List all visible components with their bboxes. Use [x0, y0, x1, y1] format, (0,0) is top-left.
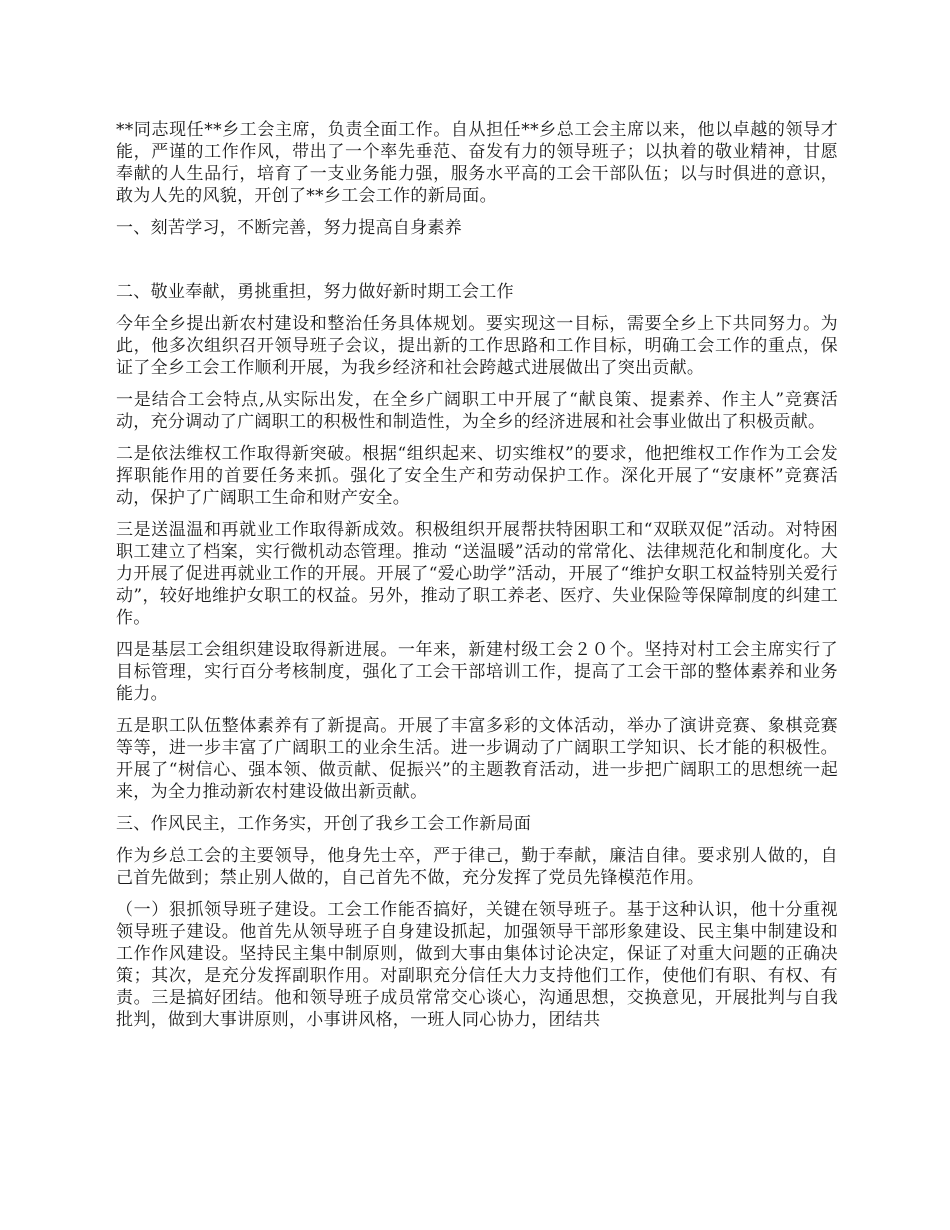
- paragraph-leadership: 作为乡总工会的主要领导，他身先士卒，严于律己，勤于奉献，廉洁自律。要求别人做的，自己首先做到；禁止别人做的，自己首先不做，充分发挥了党员先锋模范作用。: [116, 846, 838, 888]
- section-heading-1: 一、刻苦学习，不断完善，努力提高自身素养: [116, 218, 462, 238]
- paragraph-team-building: （一）狠抓领导班子建设。工会工作能否搞好，关键在领导班子。基于这种认识，他十分重视领导班子建设。他首先从领导班子自身建设抓起，加强领导干部形象建设、民主集中制建设和工作作风建设。坚持民主集中制原则，做到大事由集体讨论决定，保证了对重大问题的正确决策；其次，是充分发挥副职作用。对副职充分信任大力支持他们工作，使他们有职、有权、有责。三是搞好团结。他和领导班子成员常常交心谈心，沟通思想，交换意见，开展批判与自我批判，做到大事讲原则，小事讲风格，一班人同心协力，团结共: [116, 900, 838, 1030]
- intro-paragraph: **同志现任**乡工会主席，负责全面工作。自从担任**乡总工会主席以来，他以卓越的领导才能，严谨的工作作风，带出了一个率先垂范、奋发有力的领导班子；以执着的敬业精神，甘愿奉献的人生品行，培育了一支业务能力强，服务水平高的工会干部队伍；以与时俱进的意识，敢为人先的风貌，开创了**乡工会工作的新局面。: [116, 120, 838, 206]
- document-body: [116, 119, 838, 1041]
- paragraph-point-2: 二是依法维权工作取得新突破。根据“组织起来、切实维权”的要求，他把维权工作作为工会发挥职能作用的首要任务来抓。强化了安全生产和劳动保护工作。深化开展了“安康杯”竞赛活动，保护了广阔职工生命和财产安全。: [116, 444, 838, 508]
- paragraph-point-3: 三是送温温和再就业工作取得新成效。积极组织开展帮扶特困职工和“双联双促”活动。对特困职工建立了档案，实行微机动态管理。推动 “送温暖”活动的常常化、法律规范化和制度化。大力开展了促进再就业工作的开展。开展了“爱心助学”活动，开展了“维护女职工权益特别关爱行动”，较好地维护女职工的权益。另外，推动了职工养老、医疗、失业保险等保障制度的纠建工作。: [116, 520, 838, 628]
- paragraph-point-5: 五是职工队伍整体素养有了新提高。开展了丰富多彩的文体活动，举办了演讲竞赛、象棋竞赛等等，进一步丰富了广阔职工的业余生活。进一步调动了广阔职工学知识、长才能的积极性。开展了“树信心、强本领、做贡献、促振兴”的主题教育活动，进一步把广阔职工的思想统一起来，为全力推动新农村建设做出新贡献。: [116, 716, 838, 802]
- blank-space: [116, 249, 838, 281]
- paragraph-plan: 今年全乡提出新农村建设和整治任务具体规划。要实现这一目标，需要全乡上下共同努力。为此，他多次组织召开领导班子会议，提出新的工作思路和工作目标，明确工会工作的重点，保证了全乡工会工作顺利开展，为我乡经济和社会跨越式进展做出了突出贡献。: [116, 314, 838, 378]
- section-heading-3: 三、作风民主，工作务实，开创了我乡工会工作新局面: [116, 814, 532, 834]
- section-heading-2: 二、敬业奉献，勇挑重担，努力做好新时期工会工作: [116, 282, 514, 302]
- paragraph-point-4: 四是基层工会组织建设取得新进展。一年来，新建村级工会２０个。坚持对村工会主席实行了目标管理，实行百分考核制度，强化了工会干部培训工作，提高了工会干部的整体素养和业务能力。: [116, 640, 838, 704]
- paragraph-point-1: 一是结合工会特点,从实际出发，在全乡广阔职工中开展了“献良策、提素养、作主人”竞赛活动，充分调动了广阔职工的积极性和制造性，为全乡的经济进展和社会事业做出了积极贡献。: [116, 390, 838, 432]
